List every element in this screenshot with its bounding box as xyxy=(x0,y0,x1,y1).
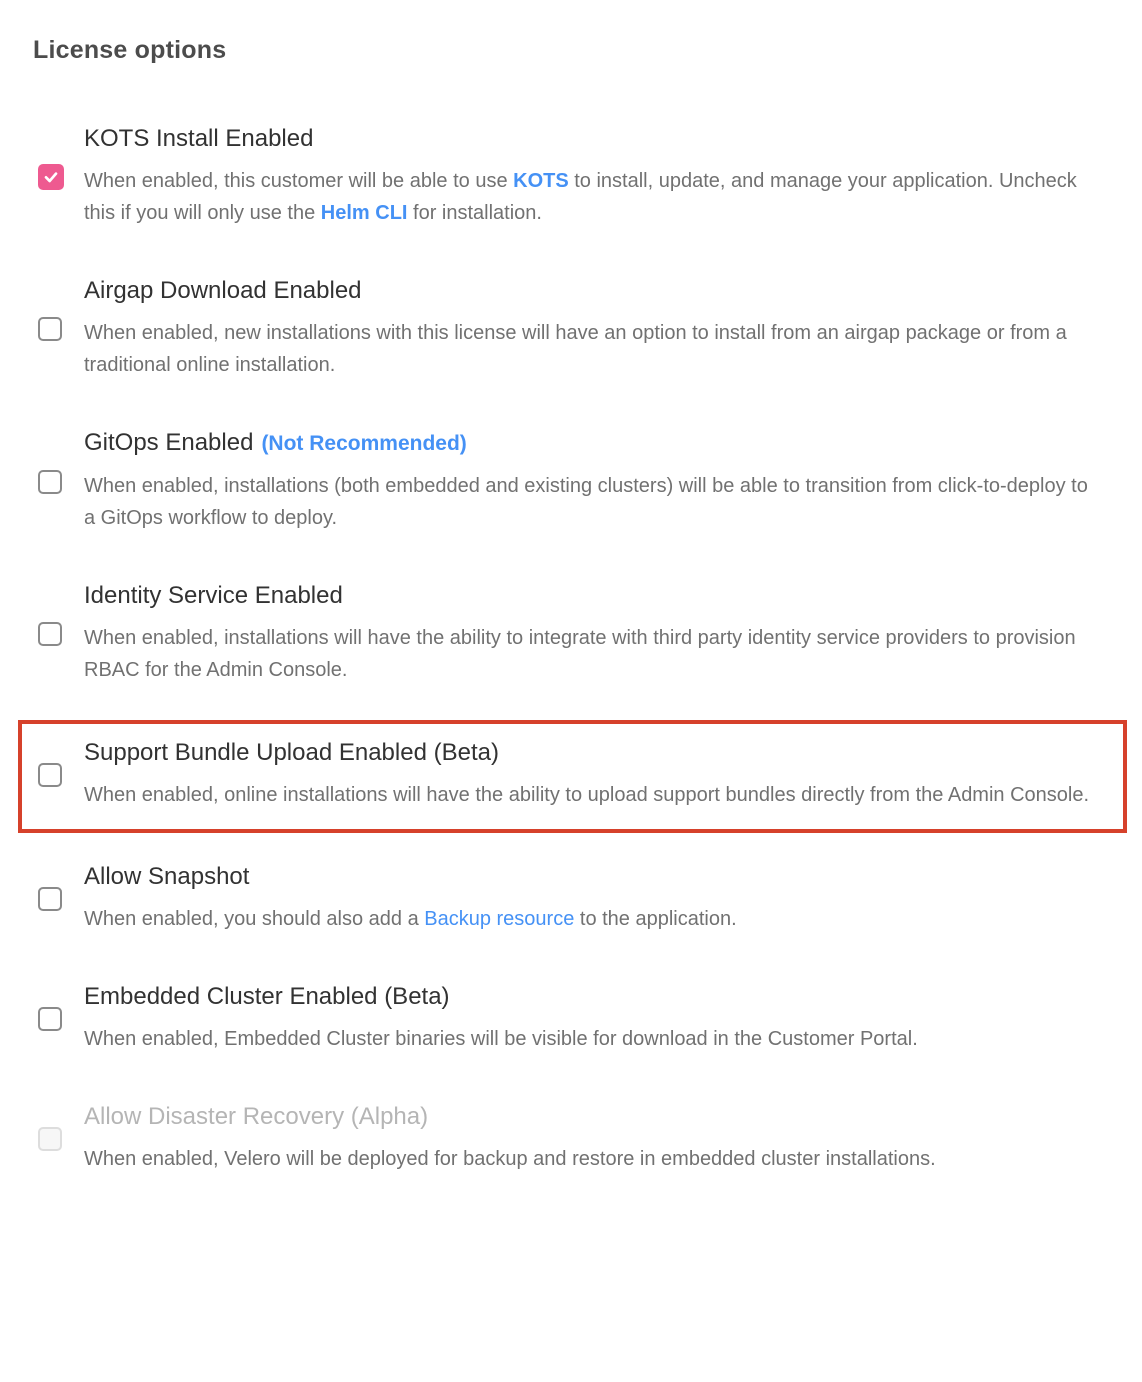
checkbox-column xyxy=(38,164,84,190)
description-text: to the application. xyxy=(574,908,737,930)
option-title: Allow Snapshot xyxy=(84,863,250,890)
description-text: When enabled, you should also add a xyxy=(84,908,425,930)
description-text: When enabled, online installations will have the ability to upload support bundles directly from the Admin Console. xyxy=(84,784,1090,806)
kots-link[interactable]: KOTS xyxy=(513,170,569,192)
license-options-page xyxy=(0,36,1142,1175)
option-title: Identity Service Enabled xyxy=(84,582,343,609)
description-text: When enabled, Velero will be deployed for backup and restore in embedded cluster installations. xyxy=(84,1148,936,1170)
option-content xyxy=(84,983,918,1055)
option-description xyxy=(84,165,1098,229)
option-description xyxy=(84,903,737,935)
support-bundle-upload-checkbox[interactable] xyxy=(38,763,62,787)
option-allow-snapshot xyxy=(38,863,1142,935)
description-text: When enabled, new installations with this license will have an option to install from an airgap package or from a traditional online installation. xyxy=(84,322,1067,376)
option-description xyxy=(84,622,1098,686)
option-description xyxy=(84,1143,936,1175)
option-title: Allow Disaster Recovery (Alpha) xyxy=(84,1103,429,1130)
checkbox-column xyxy=(38,1127,84,1151)
option-content xyxy=(84,1103,936,1175)
backup-resource-link[interactable]: Backup resource xyxy=(424,908,575,930)
option-support-bundle-upload xyxy=(18,720,1127,833)
helm-cli-link[interactable]: Helm CLI xyxy=(320,202,408,224)
option-content xyxy=(84,429,1098,534)
checkmark-icon xyxy=(43,169,59,185)
option-content xyxy=(84,863,737,935)
option-title: Support Bundle Upload Enabled (Beta) xyxy=(84,739,499,766)
option-identity-service xyxy=(38,582,1142,686)
option-description xyxy=(84,1023,918,1055)
checkbox-column xyxy=(38,1007,84,1031)
option-kots-install xyxy=(38,125,1142,229)
gitops-checkbox[interactable] xyxy=(38,470,62,494)
option-title-suffix: (Not Recommended) xyxy=(261,432,467,455)
embedded-cluster-checkbox[interactable] xyxy=(38,1007,62,1031)
option-content xyxy=(84,125,1098,229)
description-text: When enabled, Embedded Cluster binaries will be visible for download in the Customer Portal. xyxy=(84,1028,918,1050)
option-description xyxy=(84,317,1098,381)
allow-snapshot-checkbox[interactable] xyxy=(38,887,62,911)
checkbox-column xyxy=(38,763,84,787)
description-text: When enabled, this customer will be able to use xyxy=(84,170,514,192)
option-airgap-download xyxy=(38,277,1142,381)
option-title: KOTS Install Enabled xyxy=(84,125,314,152)
option-title: Airgap Download Enabled xyxy=(84,277,362,304)
option-content xyxy=(84,582,1098,686)
checkbox-column xyxy=(38,317,84,341)
checkbox-column xyxy=(38,622,84,646)
option-content xyxy=(84,739,1089,811)
option-title: GitOps Enabled (Not Recommended) xyxy=(84,429,467,456)
license-options-list xyxy=(0,125,1142,1175)
option-gitops xyxy=(38,429,1142,534)
identity-service-checkbox[interactable] xyxy=(38,622,62,646)
airgap-download-checkbox[interactable] xyxy=(38,317,62,341)
description-text: When enabled, installations will have the ability to integrate with third party identity service providers to provision RBAC for the Admin Console. xyxy=(84,627,1076,681)
option-description xyxy=(84,470,1098,534)
description-text: When enabled, installations (both embedded and existing clusters) will be able to transition from click-to-deploy to a GitOps workflow to deploy. xyxy=(84,475,1088,529)
description-text: to install, update, and manage your application. Uncheck this if you will only use the xyxy=(84,170,1077,224)
checkbox-column xyxy=(38,470,84,494)
option-content xyxy=(84,277,1098,381)
option-description xyxy=(84,779,1089,811)
option-embedded-cluster xyxy=(38,983,1142,1055)
allow-disaster-recovery-checkbox xyxy=(38,1127,62,1151)
checkbox-column xyxy=(38,887,84,911)
option-allow-disaster-recovery xyxy=(38,1103,1142,1175)
description-text: for installation. xyxy=(407,202,542,224)
page-title: License options xyxy=(33,36,227,64)
option-title: Embedded Cluster Enabled (Beta) xyxy=(84,983,450,1010)
kots-install-checkbox[interactable] xyxy=(38,164,64,190)
